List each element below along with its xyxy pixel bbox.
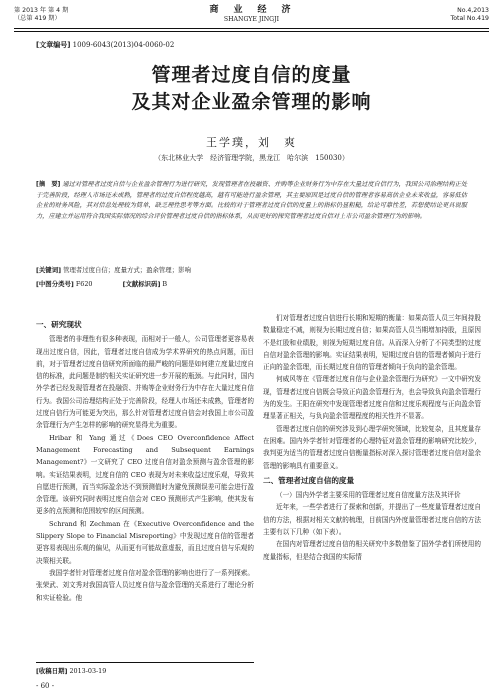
received-value: 2013-03-19 bbox=[69, 667, 107, 675]
subsection-heading: （一）国内外学者主要采用的管理者过度自信度量方法及其评价 bbox=[276, 491, 461, 500]
footnote-rule bbox=[36, 662, 254, 663]
article-number-label: [文章编号] bbox=[36, 41, 71, 49]
paragraph: 在国内对管理者过度自信的相关研究中多数借鉴了国外学者们所使用的度量指标，但是结合我国的实际情 bbox=[263, 540, 481, 561]
keywords-text: 管理者过度自信；度量方式；盈余管理；影响 bbox=[63, 266, 191, 274]
header-total-en: Total No.419 bbox=[450, 15, 489, 22]
clc-label: [中图分类号] bbox=[36, 280, 74, 288]
right-column bbox=[263, 312, 481, 563]
header-rule-thin bbox=[14, 31, 489, 32]
affiliation: （东北林业大学 经济管理学院，黑龙江 哈尔滨 150030） bbox=[154, 154, 349, 162]
paragraph: 管理者的非理性有很多种表现，而相对于一般人，公司管理者更容易表现出过度自信，因此，管理者过度自信成为学术界研究的热点问题，而目前，对于管理者过度自信研究所面临的最严峻的问题是如何建立度量过度自信的标准，此问题是制约相关实证研究进一步开展的瓶颈。与此同时，国内外学者已经发现管理者在投融资、并购等企业财务行为中存在大量过度自信行为。我国公司治理结构正处于完善阶段，经理人市场还未成熟，管理者的过度自信行为可能更为突出，那么针对管理者过度自信会对我国上市公司盈余管理行为产生怎样的影响的研究显得尤为重要。 bbox=[36, 335, 254, 430]
abstract-label: [摘 要] bbox=[36, 181, 61, 188]
paragraph: 我国学者针对管理者过度自信对盈余管理的影响也进行了一系列探索。张荣武、刘文秀对我国高管人员过度自信与盈余管理的关系进行了理论分析和实证检验。他 bbox=[36, 568, 254, 602]
title-line-2: 及其对企业盈余管理的影响 bbox=[131, 91, 372, 113]
doc-code-value: B bbox=[162, 280, 168, 288]
section-heading-2: 二、管理者过度自信的度量 bbox=[263, 475, 355, 485]
header-total-cn: （总第 419 期） bbox=[14, 15, 61, 22]
header-issue-cn: 第 2013 年 第 4 期 bbox=[14, 7, 69, 14]
page-number: - 60 - bbox=[36, 682, 55, 690]
running-header bbox=[14, 4, 489, 28]
classification bbox=[36, 279, 467, 289]
title-line-1: 管理者过度自信的度量 bbox=[151, 64, 352, 86]
header-issue-en: No.4,2013 bbox=[457, 7, 489, 14]
paragraph: 们对管理者过度自信进行长期和短期的衡量：如果高管人员三年间持股数量稳定不减，则视为长期过度自信；如果高管人员当期增加持股，且原因不是红股和业绩股，则视为短期过度自信。从而深入分析了不同类型的过度自信对盈余管理的影响。实证结果表明，短期过度自信的管理者倾向于进行正向的盈余管理，而长期过度自信的管理者倾向于负向的盈余管理。 bbox=[263, 314, 481, 372]
header-center bbox=[14, 5, 489, 24]
header-right bbox=[451, 7, 490, 23]
left-column bbox=[36, 316, 254, 604]
doc-code-label: [文献标识码] bbox=[122, 280, 161, 288]
article-number bbox=[36, 40, 174, 50]
journal-name-pinyin: SHANGYE JINGJI bbox=[223, 16, 280, 23]
header-rule-thick bbox=[14, 28, 489, 29]
paragraph: 何威风等在《管理者过度自信与企业盈余管理行为研究》一文中研究发现，管理者过度自信既会导致正向盈余管理行为，也会导致负向盈余管理行为的发生。王阳在研究中发现管理者过度自信和过度乐观程度与正向盈余管理显著正相关，与负向盈余管理程度的相关性并不显著。 bbox=[263, 375, 481, 421]
abstract bbox=[36, 180, 467, 222]
journal-name-cn: 商 业 经 济 bbox=[209, 5, 294, 15]
authors: 王学璞，刘 爽 bbox=[206, 136, 297, 149]
keywords-label: [关键词] bbox=[36, 266, 62, 274]
received-label: [收稿日期] bbox=[36, 667, 68, 675]
paragraph: 管理者过度自信的研究涉及到心理学研究领域，比较复杂，且其度量存在困难。国内外学者针对管理者的心理特征对盈余管理的影响研究比较少，我判更为适当的管理者过度自信衡量指标对深入探讨管理者过度自信对盈余管理的影响具有重要意义。 bbox=[263, 424, 481, 470]
paragraph: 近年来，一些学者进行了探索和创新，并提出了一些度量管理者过度自信的方法，根据对相关文献的梳理，目前国内外度量管理者过度自信的方法主要有以下几种（如下表）。 bbox=[263, 503, 481, 537]
paper-title bbox=[0, 62, 503, 116]
article-number-value: 1009-6043(2013)04-0060-02 bbox=[72, 41, 175, 49]
abstract-text: 通过对管理者过度自信与企业盈余管理行为进行研究，发现管理者在投融资、并购等企业财务行为中存在大量过度自信行为，我国公司治理结构正处于完善阶段，经理人市场还未成熟，管理者的过度自信程度越高，越有可能进行盈余管理，其主要原因是过度自信的管理者容易高估企业未来收益，容易低估企业的财务风险，其对信息处理较为简单，缺乏理性思考等方面。比较的对于管理者过度自信的度量上的指标仍显粗糙，给论可靠性差，若想使结论更具说服力，应建立并运用符合我国实际情况的综合评价管理者过度自信的指标体系，从而更好的探究管理者过度自信对上市公司盈余管理行为的影响。 bbox=[36, 181, 468, 220]
section-heading-1: 一、研究现状 bbox=[36, 320, 82, 329]
paragraph: Hribar 和 Yang 通过《Does CEO Overconfidence Affect Management Forecasting and Subsequent Earnings Management?》一文研究了 CEO 过度自信对盈余预测与盈余管理的影响。实证结果表明，过度自信的 CEO 表现为对未来收益过度乐观，导致其自愿进行预测，而当实际盈余达不到预测值时为避免预测误差可能会进行盈余管理。该研究同时表明过度自信会对 CEO 预测形式产生影响，使其发布更多的点预测和范围较窄的区间预测。 bbox=[36, 433, 254, 516]
clc-value: F620 bbox=[75, 280, 93, 288]
keywords bbox=[36, 265, 467, 275]
paragraph: Schrand 和 Zechman 在《Executive Overconfidence and the Slippery Slope to Financial Misreporting》中发现过度自信的管理者更容易表现出乐观的偏见，从而更有可能故意虚报，而且过度自信与乐观的决策相关联。 bbox=[36, 519, 254, 565]
received-date bbox=[36, 666, 106, 675]
